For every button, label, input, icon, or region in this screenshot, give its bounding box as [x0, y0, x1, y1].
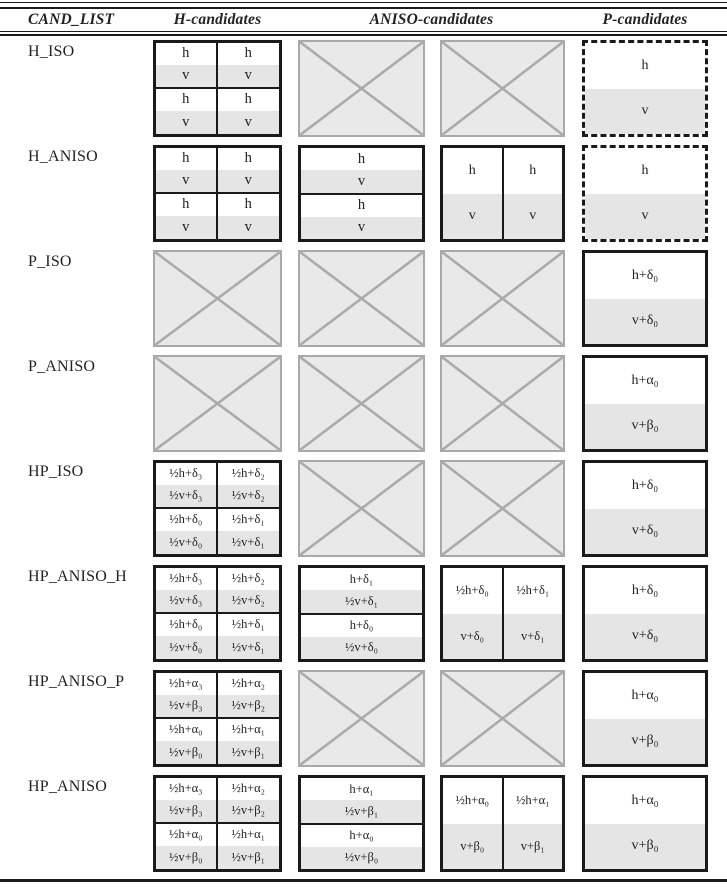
- crossed-out-cell: [153, 250, 282, 347]
- quad-cell: [218, 568, 280, 614]
- half-bottom-band: ½v+β₁: [301, 800, 422, 822]
- table-header-row: [0, 9, 727, 31]
- table-row: [0, 246, 727, 351]
- quad-top-band: ½h+α₃: [156, 673, 216, 695]
- h-candidates-grid: [153, 775, 282, 872]
- quad-bottom-band: v: [156, 111, 216, 134]
- bottom-rule: [0, 879, 727, 882]
- quad-cell: [218, 719, 280, 765]
- quad-cell: [156, 463, 218, 509]
- cross-icon: [300, 252, 423, 345]
- quad-top-band: ½h+δ₃: [156, 568, 216, 590]
- row-label: HP_ANISO_P: [28, 673, 125, 690]
- quad-cell: [156, 568, 218, 614]
- crossed-out-cell: [440, 250, 565, 347]
- p-top-band: h+α₀: [585, 778, 705, 824]
- half-top-band: h+δ₀: [301, 615, 422, 637]
- quad-top-band: ½h+α₀: [156, 824, 216, 847]
- p-bottom-band: v+β₀: [585, 719, 705, 765]
- cross-icon: [155, 252, 280, 345]
- quad-top-band: ½h+δ₁: [218, 614, 280, 637]
- half-top-band: h: [301, 148, 422, 170]
- quad-top-band: h: [218, 89, 280, 112]
- col-bottom-band: v+δ₀: [443, 614, 502, 660]
- quad-top-band: h: [218, 148, 280, 170]
- aniso-vsplit-box: [440, 775, 565, 872]
- aniso-hsplit-box: [298, 145, 425, 242]
- cross-icon: [442, 672, 563, 765]
- row-label: HP_ISO: [28, 463, 84, 480]
- quad-bottom-band: v: [156, 65, 216, 87]
- crossed-out-cell: [298, 670, 425, 767]
- quad-top-band: ½h+δ₁: [218, 509, 280, 532]
- aniso-hsplit-box: [298, 565, 425, 662]
- p-candidate-box: [582, 355, 708, 452]
- quad-cell: [156, 614, 218, 660]
- col-bottom-band: v+β₁: [504, 824, 563, 870]
- col-top-band: h: [443, 148, 502, 194]
- crossed-out-cell: [298, 40, 425, 137]
- quad-bottom-band: ½v+δ₃: [156, 485, 216, 507]
- table-row: [0, 561, 727, 666]
- col-top-band: ½h+δ₁: [504, 568, 563, 614]
- half-bottom-band: v: [301, 170, 422, 192]
- quad-top-band: h: [156, 89, 216, 112]
- quad-bottom-band: v: [156, 170, 216, 192]
- row-label: H_ANISO: [28, 148, 98, 165]
- p-candidate-box: [582, 775, 708, 872]
- col-bottom-band: v: [504, 194, 563, 240]
- quad-bottom-band: ½v+δ₃: [156, 590, 216, 612]
- cross-icon: [155, 357, 280, 450]
- vsplit-right-column: [504, 778, 563, 869]
- p-top-band: h+δ₀: [585, 568, 705, 614]
- quad-bottom-band: ½v+β₁: [218, 741, 280, 764]
- p-top-band: h: [585, 148, 705, 194]
- table-row: [0, 666, 727, 771]
- quad-top-band: ½h+α₂: [218, 673, 280, 695]
- p-top-band: h: [585, 43, 705, 89]
- half-top-band: h+α₀: [301, 825, 422, 847]
- p-bottom-band: v: [585, 194, 705, 240]
- vsplit-left-column: [443, 148, 504, 239]
- col-top-band: ½h+α₁: [504, 778, 563, 824]
- quad-top-band: ½h+δ₃: [156, 463, 216, 485]
- column-header-aniso-candidates: ANISO-candidates: [369, 10, 494, 28]
- quad-cell: [156, 89, 218, 135]
- quad-cell: [156, 673, 218, 719]
- quad-cell: [218, 194, 280, 240]
- p-candidate-box: [582, 250, 708, 347]
- crossed-out-cell: [153, 355, 282, 452]
- h-candidates-grid: [153, 565, 282, 662]
- table-row: [0, 351, 727, 456]
- hsplit-bottom-half: [301, 615, 422, 660]
- quad-top-band: h: [218, 194, 280, 217]
- p-top-band: h+δ₀: [585, 253, 705, 299]
- quad-cell: [218, 778, 280, 824]
- col-top-band: ½h+δ₀: [443, 568, 502, 614]
- quad-cell: [218, 824, 280, 870]
- cross-icon: [442, 357, 563, 450]
- hsplit-top-half: [301, 778, 422, 825]
- p-candidate-box: [582, 40, 708, 137]
- cross-icon: [442, 42, 563, 135]
- quad-bottom-band: ½v+β₀: [156, 846, 216, 869]
- p-top-band: h+δ₀: [585, 463, 705, 509]
- quad-cell: [156, 148, 218, 194]
- quad-top-band: ½h+δ₂: [218, 568, 280, 590]
- quad-cell: [218, 43, 280, 89]
- h-candidates-grid: [153, 40, 282, 137]
- quad-bottom-band: ½v+β₃: [156, 800, 216, 822]
- vsplit-left-column: [443, 778, 504, 869]
- aniso-vsplit-box: [440, 565, 565, 662]
- crossed-out-cell: [298, 355, 425, 452]
- quad-bottom-band: ½v+δ₂: [218, 590, 280, 612]
- quad-bottom-band: ½v+β₀: [156, 741, 216, 764]
- col-top-band: h: [504, 148, 563, 194]
- col-bottom-band: v: [443, 194, 502, 240]
- cross-icon: [300, 462, 423, 555]
- column-header-h-candidates: H-candidates: [173, 10, 262, 28]
- cross-icon: [300, 672, 423, 765]
- col-bottom-band: v+β₀: [443, 824, 502, 870]
- quad-top-band: ½h+δ₀: [156, 509, 216, 532]
- vsplit-right-column: [504, 148, 563, 239]
- quad-cell: [218, 463, 280, 509]
- row-label: P_ANISO: [28, 358, 96, 375]
- quad-bottom-band: ½v+δ₀: [156, 531, 216, 554]
- quad-cell: [218, 614, 280, 660]
- h-candidates-grid: [153, 670, 282, 767]
- cross-icon: [442, 462, 563, 555]
- quad-top-band: ½h+α₂: [218, 778, 280, 800]
- quad-top-band: ½h+δ₀: [156, 614, 216, 637]
- table-row: [0, 36, 727, 141]
- crossed-out-cell: [440, 460, 565, 557]
- hsplit-top-half: [301, 148, 422, 195]
- half-bottom-band: v: [301, 217, 422, 239]
- aniso-hsplit-box: [298, 775, 425, 872]
- col-top-band: ½h+α₀: [443, 778, 502, 824]
- quad-cell: [218, 89, 280, 135]
- aniso-vsplit-box: [440, 145, 565, 242]
- p-candidate-box: [582, 670, 708, 767]
- quad-bottom-band: v: [218, 65, 280, 87]
- quad-bottom-band: ½v+β₂: [218, 695, 280, 717]
- quad-cell: [218, 509, 280, 555]
- h-candidates-grid: [153, 145, 282, 242]
- quad-bottom-band: v: [156, 216, 216, 239]
- p-top-band: h+α₀: [585, 358, 705, 404]
- quad-bottom-band: ½v+β₃: [156, 695, 216, 717]
- quad-top-band: ½h+α₁: [218, 719, 280, 742]
- crossed-out-cell: [440, 670, 565, 767]
- quad-bottom-band: v: [218, 216, 280, 239]
- quad-bottom-band: v: [218, 170, 280, 192]
- quad-cell: [156, 778, 218, 824]
- quad-bottom-band: ½v+δ₁: [218, 636, 280, 659]
- table-row: [0, 141, 727, 246]
- crossed-out-cell: [298, 460, 425, 557]
- half-bottom-band: ½v+β₀: [301, 847, 422, 869]
- quad-top-band: h: [156, 194, 216, 217]
- p-candidate-box: [582, 145, 708, 242]
- quad-cell: [156, 719, 218, 765]
- hsplit-bottom-half: [301, 825, 422, 870]
- row-label: H_ISO: [28, 43, 75, 60]
- crossed-out-cell: [298, 250, 425, 347]
- half-bottom-band: ½v+δ₀: [301, 637, 422, 659]
- vsplit-left-column: [443, 568, 504, 659]
- quad-top-band: ½h+α₀: [156, 719, 216, 742]
- quad-top-band: h: [156, 148, 216, 170]
- column-header-cand-list: CAND_LIST: [28, 10, 115, 28]
- half-top-band: h+δ₁: [301, 568, 422, 590]
- cross-icon: [442, 252, 563, 345]
- table-row: [0, 456, 727, 561]
- p-bottom-band: v+δ₀: [585, 299, 705, 345]
- quad-top-band: ½h+α₁: [218, 824, 280, 847]
- quad-cell: [218, 673, 280, 719]
- half-top-band: h+α₁: [301, 778, 422, 800]
- quad-bottom-band: ½v+β₂: [218, 800, 280, 822]
- crossed-out-cell: [440, 40, 565, 137]
- p-candidate-box: [582, 460, 708, 557]
- quad-bottom-band: ½v+δ₂: [218, 485, 280, 507]
- half-bottom-band: ½v+δ₁: [301, 590, 422, 612]
- cross-icon: [300, 42, 423, 135]
- quad-top-band: h: [218, 43, 280, 65]
- quad-top-band: h: [156, 43, 216, 65]
- p-top-band: h+α₀: [585, 673, 705, 719]
- crossed-out-cell: [440, 355, 565, 452]
- p-candidate-box: [582, 565, 708, 662]
- cross-icon: [300, 357, 423, 450]
- quad-top-band: ½h+α₃: [156, 778, 216, 800]
- half-top-band: h: [301, 195, 422, 217]
- quad-bottom-band: ½v+δ₀: [156, 636, 216, 659]
- p-bottom-band: v+δ₀: [585, 509, 705, 555]
- row-label: HP_ANISO_H: [28, 568, 127, 585]
- p-bottom-band: v: [585, 89, 705, 135]
- p-bottom-band: v+β₀: [585, 404, 705, 450]
- vsplit-right-column: [504, 568, 563, 659]
- quad-bottom-band: ½v+β₁: [218, 846, 280, 869]
- p-bottom-band: v+β₀: [585, 824, 705, 870]
- quad-cell: [156, 509, 218, 555]
- row-label: P_ISO: [28, 253, 72, 270]
- quad-top-band: ½h+δ₂: [218, 463, 280, 485]
- quad-bottom-band: ½v+δ₁: [218, 531, 280, 554]
- hsplit-bottom-half: [301, 195, 422, 240]
- quad-cell: [156, 194, 218, 240]
- h-candidates-grid: [153, 460, 282, 557]
- quad-bottom-band: v: [218, 111, 280, 134]
- p-bottom-band: v+δ₀: [585, 614, 705, 660]
- table-row: [0, 771, 727, 876]
- quad-cell: [218, 148, 280, 194]
- hsplit-top-half: [301, 568, 422, 615]
- quad-cell: [156, 43, 218, 89]
- quad-cell: [156, 824, 218, 870]
- col-bottom-band: v+δ₁: [504, 614, 563, 660]
- column-header-p-candidates: P-candidates: [602, 10, 688, 28]
- row-label: HP_ANISO: [28, 778, 107, 795]
